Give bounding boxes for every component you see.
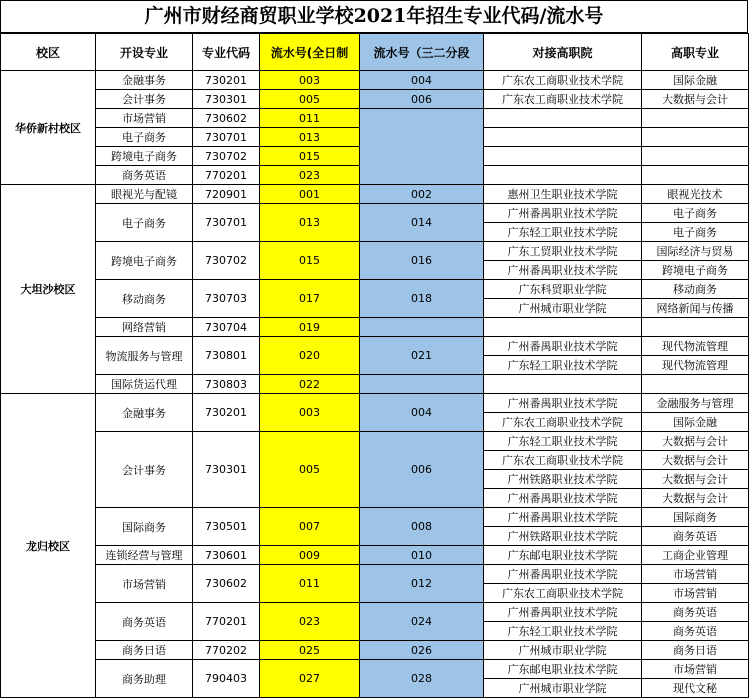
code-cell: 730801 <box>193 337 260 375</box>
table-row <box>1 432 749 451</box>
higher-major-cell <box>642 109 749 128</box>
college-cell: 广州番禺职业技术学院 <box>484 394 642 413</box>
serial-fulltime-cell: 013 <box>260 204 360 242</box>
college-cell: 广州铁路职业技术学院 <box>484 470 642 489</box>
college-cell: 广州番禺职业技术学院 <box>484 508 642 527</box>
college-cell: 广东农工商职业技术学院 <box>484 413 642 432</box>
header-code: 专业代码 <box>193 34 260 71</box>
college-cell: 广东工贸职业技术学院 <box>484 242 642 261</box>
college-cell: 广东邮电职业技术学院 <box>484 660 642 679</box>
higher-major-cell: 现代物流管理 <box>642 337 749 356</box>
table-row <box>1 318 749 337</box>
serial-threetwo-cell: 010 <box>360 546 484 565</box>
serial-fulltime-cell: 015 <box>260 242 360 280</box>
serial-fulltime-cell: 027 <box>260 660 360 698</box>
higher-major-cell <box>642 375 749 394</box>
serial-threetwo-cell: 012 <box>360 565 484 603</box>
table-row <box>1 90 749 109</box>
code-cell: 770201 <box>193 603 260 641</box>
higher-major-cell: 金融服务与管理 <box>642 394 749 413</box>
serial-fulltime-cell: 009 <box>260 546 360 565</box>
college-cell: 广东轻工职业技术学院 <box>484 356 642 375</box>
higher-major-cell: 商务英语 <box>642 622 749 641</box>
college-cell: 广州番禺职业技术学院 <box>484 489 642 508</box>
serial-fulltime-cell: 003 <box>260 71 360 90</box>
college-cell: 广州番禺职业技术学院 <box>484 204 642 223</box>
code-cell: 730702 <box>193 242 260 280</box>
code-cell: 730601 <box>193 546 260 565</box>
code-cell: 730703 <box>193 280 260 318</box>
college-cell: 广州城市职业学院 <box>484 299 642 318</box>
college-cell: 广东农工商职业技术学院 <box>484 71 642 90</box>
college-cell <box>484 128 642 147</box>
code-cell: 730702 <box>193 147 260 166</box>
higher-major-cell: 网络新闻与传播 <box>642 299 749 318</box>
college-cell <box>484 375 642 394</box>
serial-fulltime-cell: 007 <box>260 508 360 546</box>
major-cell: 商务英语 <box>96 166 193 185</box>
major-cell: 眼视光与配镜 <box>96 185 193 204</box>
table-row <box>1 280 749 299</box>
code-cell: 730201 <box>193 71 260 90</box>
serial-threetwo-cell <box>360 318 484 337</box>
higher-major-cell: 现代文秘 <box>642 679 749 698</box>
serial-threetwo-cell: 006 <box>360 432 484 508</box>
college-cell: 广东科贸职业学院 <box>484 280 642 299</box>
college-cell <box>484 147 642 166</box>
major-cell: 会计事务 <box>96 90 193 109</box>
higher-major-cell <box>642 318 749 337</box>
college-cell: 广东农工商职业技术学院 <box>484 90 642 109</box>
code-cell: 720901 <box>193 185 260 204</box>
higher-major-cell: 国际金融 <box>642 71 749 90</box>
serial-threetwo-cell: 006 <box>360 90 484 109</box>
higher-major-cell: 国际商务 <box>642 508 749 527</box>
table-row <box>1 565 749 584</box>
higher-major-cell: 现代物流管理 <box>642 356 749 375</box>
serial-threetwo-cell: 018 <box>360 280 484 318</box>
major-cell: 电子商务 <box>96 128 193 147</box>
code-cell: 730704 <box>193 318 260 337</box>
major-cell: 移动商务 <box>96 280 193 318</box>
higher-major-cell: 国际经济与贸易 <box>642 242 749 261</box>
higher-major-cell: 电子商务 <box>642 204 749 223</box>
header-higher-major: 高职专业 <box>642 34 749 71</box>
serial-fulltime-cell: 015 <box>260 147 360 166</box>
higher-major-cell: 跨境电子商务 <box>642 261 749 280</box>
college-cell: 广州番禺职业技术学院 <box>484 603 642 622</box>
serial-fulltime-cell: 011 <box>260 565 360 603</box>
header-major: 开设专业 <box>96 34 193 71</box>
college-cell: 广州番禺职业技术学院 <box>484 565 642 584</box>
campus-cell: 大坦沙校区 <box>1 185 96 394</box>
major-cell: 市场营销 <box>96 109 193 128</box>
campus-cell: 龙归校区 <box>1 394 96 698</box>
college-cell: 广州番禺职业技术学院 <box>484 261 642 280</box>
code-cell: 790403 <box>193 660 260 698</box>
college-cell: 广州铁路职业技术学院 <box>484 527 642 546</box>
major-cell: 国际货运代理 <box>96 375 193 394</box>
major-cell: 商务助理 <box>96 660 193 698</box>
major-cell: 跨境电子商务 <box>96 147 193 166</box>
serial-threetwo-cell: 016 <box>360 242 484 280</box>
major-cell: 网络营销 <box>96 318 193 337</box>
serial-fulltime-cell: 003 <box>260 394 360 432</box>
college-cell: 广州城市职业学院 <box>484 641 642 660</box>
serial-fulltime-cell: 011 <box>260 109 360 128</box>
code-cell: 730803 <box>193 375 260 394</box>
higher-major-cell <box>642 147 749 166</box>
code-cell: 730602 <box>193 565 260 603</box>
table-row <box>1 71 749 90</box>
header-college: 对接高职院 <box>484 34 642 71</box>
major-cell: 电子商务 <box>96 204 193 242</box>
header-serial-fulltime: 流水号(全日制 <box>260 34 360 71</box>
higher-major-cell: 大数据与会计 <box>642 432 749 451</box>
college-cell: 广东轻工职业技术学院 <box>484 223 642 242</box>
serial-threetwo-cell: 008 <box>360 508 484 546</box>
college-cell: 广州番禺职业技术学院 <box>484 337 642 356</box>
higher-major-cell: 工商企业管理 <box>642 546 749 565</box>
college-cell: 惠州卫生职业技术学院 <box>484 185 642 204</box>
table-row <box>1 337 749 356</box>
major-cell: 跨境电子商务 <box>96 242 193 280</box>
higher-major-cell: 国际金融 <box>642 413 749 432</box>
table-row <box>1 185 749 204</box>
serial-fulltime-cell: 005 <box>260 432 360 508</box>
college-cell <box>484 318 642 337</box>
higher-major-cell: 大数据与会计 <box>642 90 749 109</box>
college-cell: 广东农工商职业技术学院 <box>484 451 642 470</box>
higher-major-cell: 市场营销 <box>642 660 749 679</box>
code-cell: 770202 <box>193 641 260 660</box>
major-cell: 商务日语 <box>96 641 193 660</box>
higher-major-cell: 商务英语 <box>642 527 749 546</box>
serial-fulltime-cell: 005 <box>260 90 360 109</box>
higher-major-cell <box>642 128 749 147</box>
major-cell: 市场营销 <box>96 565 193 603</box>
college-cell: 广东邮电职业技术学院 <box>484 546 642 565</box>
serial-fulltime-cell: 013 <box>260 128 360 147</box>
serial-fulltime-cell: 023 <box>260 166 360 185</box>
serial-fulltime-cell: 023 <box>260 603 360 641</box>
serial-threetwo-cell: 004 <box>360 394 484 432</box>
table-row <box>1 660 749 679</box>
higher-major-cell: 电子商务 <box>642 223 749 242</box>
major-cell: 金融事务 <box>96 71 193 90</box>
table-row <box>1 603 749 622</box>
serial-threetwo-cell: 014 <box>360 204 484 242</box>
college-cell <box>484 109 642 128</box>
table-row <box>1 641 749 660</box>
major-cell: 金融事务 <box>96 394 193 432</box>
serial-threetwo-cell <box>360 109 484 185</box>
table-row <box>1 394 749 413</box>
college-cell: 广东农工商职业技术学院 <box>484 584 642 603</box>
header-row <box>1 34 749 71</box>
serial-fulltime-cell: 017 <box>260 280 360 318</box>
major-cell: 商务英语 <box>96 603 193 641</box>
serial-threetwo-cell: 021 <box>360 337 484 375</box>
serial-fulltime-cell: 020 <box>260 337 360 375</box>
college-cell: 广东轻工职业技术学院 <box>484 432 642 451</box>
college-cell <box>484 166 642 185</box>
serial-threetwo-cell: 024 <box>360 603 484 641</box>
major-cell: 国际商务 <box>96 508 193 546</box>
higher-major-cell: 大数据与会计 <box>642 470 749 489</box>
code-cell: 730201 <box>193 394 260 432</box>
higher-major-cell: 商务日语 <box>642 641 749 660</box>
serial-threetwo-cell: 004 <box>360 71 484 90</box>
major-cell: 物流服务与管理 <box>96 337 193 375</box>
table-row <box>1 508 749 527</box>
table-row <box>1 109 749 128</box>
code-cell: 730602 <box>193 109 260 128</box>
code-cell: 770201 <box>193 166 260 185</box>
serial-fulltime-cell: 022 <box>260 375 360 394</box>
code-cell: 730301 <box>193 90 260 109</box>
serial-threetwo-cell: 026 <box>360 641 484 660</box>
serial-threetwo-cell: 002 <box>360 185 484 204</box>
higher-major-cell: 商务英语 <box>642 603 749 622</box>
higher-major-cell: 大数据与会计 <box>642 451 749 470</box>
serial-fulltime-cell: 019 <box>260 318 360 337</box>
serial-threetwo-cell: 028 <box>360 660 484 698</box>
table-row <box>1 375 749 394</box>
table-row <box>1 242 749 261</box>
college-cell: 广东轻工职业技术学院 <box>484 622 642 641</box>
code-cell: 730701 <box>193 128 260 147</box>
code-cell: 730701 <box>193 204 260 242</box>
higher-major-cell: 移动商务 <box>642 280 749 299</box>
higher-major-cell: 市场营销 <box>642 584 749 603</box>
serial-threetwo-cell <box>360 375 484 394</box>
major-cell: 会计事务 <box>96 432 193 508</box>
higher-major-cell <box>642 166 749 185</box>
higher-major-cell: 大数据与会计 <box>642 489 749 508</box>
major-cell: 连锁经营与管理 <box>96 546 193 565</box>
higher-major-cell: 眼视光技术 <box>642 185 749 204</box>
table-row <box>1 204 749 223</box>
higher-major-cell: 市场营销 <box>642 565 749 584</box>
enrollment-table <box>0 33 749 698</box>
serial-fulltime-cell: 001 <box>260 185 360 204</box>
campus-cell: 华侨新村校区 <box>1 71 96 185</box>
header-campus: 校区 <box>1 34 96 71</box>
header-serial-threetwo: 流水号（三二分段 <box>360 34 484 71</box>
college-cell: 广州城市职业学院 <box>484 679 642 698</box>
sheet-title: 广州市财经商贸职业学校2021年招生专业代码/流水号 <box>0 0 748 33</box>
table-row <box>1 546 749 565</box>
serial-fulltime-cell: 025 <box>260 641 360 660</box>
code-cell: 730501 <box>193 508 260 546</box>
code-cell: 730301 <box>193 432 260 508</box>
